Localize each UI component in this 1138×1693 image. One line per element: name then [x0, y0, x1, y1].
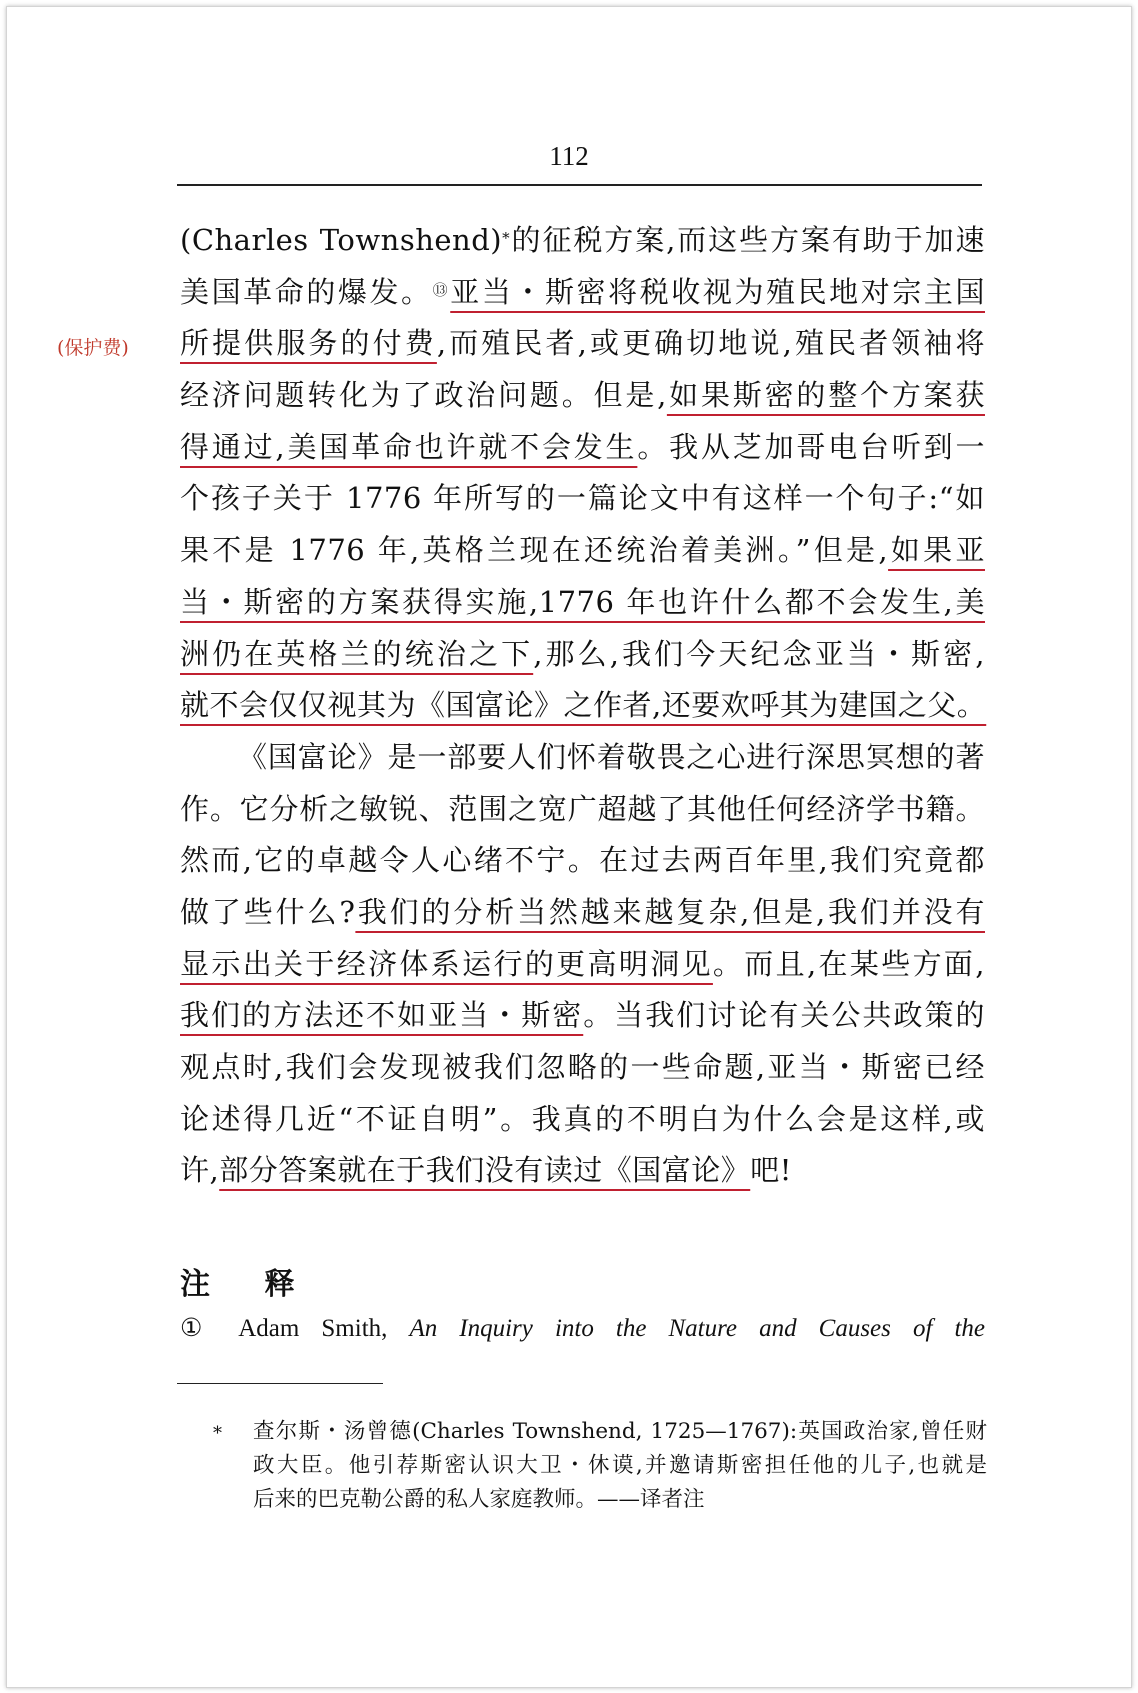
footnote-line: 政大臣。他引荐斯密认识大卫・休谟,并邀请斯密担任他的儿子,也就是 — [253, 1453, 987, 1478]
underlined-text: 亚当・斯密将税收视为殖民地对宗主国 — [450, 274, 985, 309]
translator-footnote — [215, 1415, 987, 1517]
page-number: 112 — [549, 141, 589, 171]
underlined-text: 我们的分析当然越来越复杂,但是,我们并没有 — [355, 894, 985, 929]
text-segment: 然而,它的卓越令人心绪不宁。在过去两百年里,我们究竟都 — [180, 843, 985, 878]
text-line — [180, 318, 985, 370]
text-line — [180, 629, 985, 681]
text-segment: (Charles Townshend) — [180, 223, 503, 257]
text-segment: 美国革命的爆发。 — [180, 274, 433, 309]
underlined-text: 部分答案就在于我们没有读过《国富论》 — [219, 1153, 751, 1188]
underlined-text: 如果亚 — [888, 533, 985, 568]
text-line — [180, 784, 985, 836]
margin-note: (保护费) — [57, 337, 129, 359]
underlined-text: 如果斯密的整个方案获 — [666, 378, 985, 413]
text-segment: 。当我们讨论有关公共政策的 — [583, 998, 985, 1033]
notes-heading: 注 释 — [180, 1267, 317, 1302]
note-1 — [180, 1313, 985, 1343]
text-line — [180, 267, 985, 319]
note-marker: * — [502, 229, 511, 247]
text-segment: 的征税方案,而这些方案有助于加速 — [510, 223, 985, 257]
text-segment: ,而殖民者,或更确切地说,殖民者领袖将 — [436, 326, 985, 361]
text-segment: 果不是 1776 年,英格兰现在还统治着美洲。”但是, — [180, 533, 889, 568]
text-line — [180, 1094, 985, 1146]
text-segment: 观点时,我们会发现被我们忽略的一些命题,亚当・斯密已经 — [180, 1050, 985, 1084]
text-line — [180, 473, 985, 525]
underlined-text: 洲仍在英格兰的统治之下 — [180, 636, 534, 671]
underlined-text: 我们的方法还不如亚当・斯密 — [180, 998, 584, 1033]
footnote-rule — [177, 1383, 383, 1384]
text-segment: 《国富论》是一部要人们怀着敬畏之心进行深思冥想的著 — [238, 739, 985, 774]
text-line — [180, 887, 985, 939]
text-segment: 个孩子关于 1776 年所写的一篇论文中有这样一个句子:“如 — [180, 481, 985, 516]
underlined-text: 当・斯密的方案获得实施,1776 年也许什么都不会发生,美 — [180, 584, 985, 619]
text-segment: 经济问题转化为了政治问题。但是, — [180, 378, 667, 413]
text-line — [180, 990, 985, 1042]
text-segment: 做了些什么? — [180, 894, 356, 929]
text-line — [180, 422, 985, 474]
text-line — [180, 370, 985, 422]
text-line — [180, 835, 985, 887]
note-marker: ⑬ — [432, 280, 451, 299]
text-segment: 许, — [180, 1153, 220, 1188]
text-segment: 论述得几近“不证自明”。我真的不明白为什么会是这样,或 — [180, 1101, 985, 1136]
text-line — [180, 1145, 985, 1197]
text-segment: 作。它分析之敏锐、范围之宽广超越了其他任何经济学书籍。 — [180, 791, 985, 826]
text-line — [180, 680, 985, 732]
footnote-line: 后来的巴克勒公爵的私人家庭教师。——译者注 — [253, 1487, 705, 1512]
text-segment: 吧! — [750, 1153, 792, 1188]
text-line — [180, 732, 985, 784]
header-rule — [177, 184, 982, 186]
underlined-text: 显示出关于经济体系运行的更高明洞见 — [180, 946, 713, 981]
body-text — [180, 215, 985, 1197]
text-segment: 。我从芝加哥电台听到一 — [637, 429, 985, 464]
text-line — [180, 577, 985, 629]
note-number: ① — [180, 1315, 219, 1342]
text-line — [180, 1042, 985, 1094]
footnote-line: 查尔斯・汤曾德(Charles Townshend, 1725—1767):英国政治家,曾任财 — [253, 1419, 987, 1444]
text-segment: 。而且,在某些方面, — [712, 946, 985, 981]
note-title: An Inquiry into the Nature and Causes of the — [409, 1315, 985, 1342]
text-line — [180, 215, 985, 267]
underlined-text: 就不会仅仅视其为《国富论》之作者,还要欢呼其为建国之父。 — [180, 688, 987, 723]
text-line — [180, 525, 985, 577]
underlined-text: 得通过,美国革命也许就不会发生 — [180, 429, 638, 464]
text-line — [180, 939, 985, 991]
underlined-text: 所提供服务的付费 — [180, 326, 437, 361]
book-page — [6, 6, 1132, 1688]
footnote-marker: * — [213, 1423, 222, 1444]
note-author: Adam Smith, — [238, 1315, 388, 1342]
text-segment: ,那么,我们今天纪念亚当・斯密, — [533, 636, 985, 671]
